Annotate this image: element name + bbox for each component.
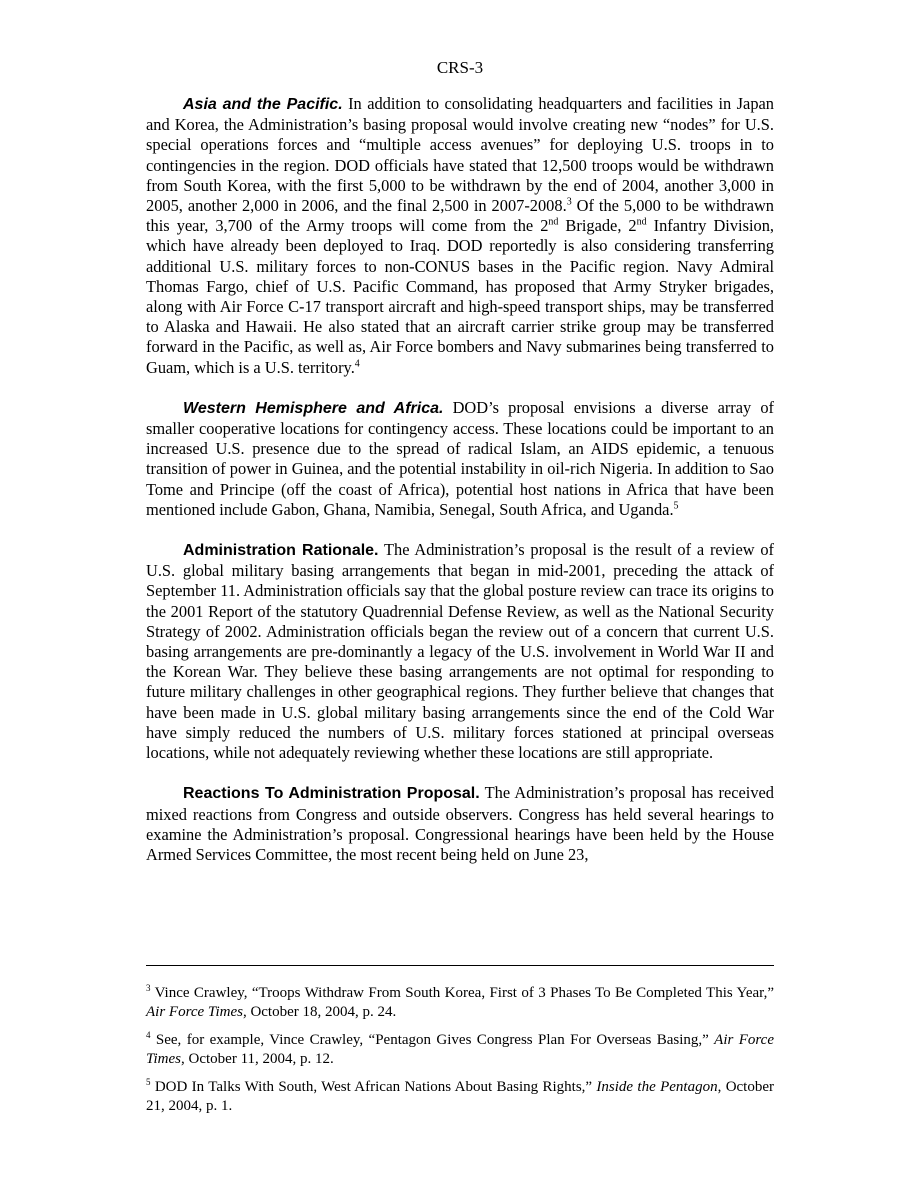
- footnote-source: Air Force Times: [146, 1032, 774, 1067]
- paragraph-reactions-to-proposal: [146, 783, 774, 865]
- paragraph-text: The Administration’s proposal is the result of a review of U.S. global military basing arrangements that began in mid-2001, preceding the attack of September 11. Administration officials say that the global posture review can trace its origins to the 2001 Report of the statutory Quadrennial Defense Review, as well as the National Security Strategy of 2002. Administration officials began the review out of a concern that current U.S. basing arrangements are pre-dominantly a legacy of the U.S. involvement in World War II and the Korean War. They believe these basing arrangements are not optimal for responding to future military challenges in other geographical regions. They further believe that changes that have been made in U.S. global military basing arrangements since the end of the Cold War have simply reduced the numbers of U.S. military forces stationed at principal overseas locations, while not adequately reviewing whether these locations are still appropriate.: [146, 540, 775, 763]
- footnote-text: Vince Crawley, “Troops Withdraw From South Korea, First of 3 Phases To Be Completed This Year,”: [150, 985, 774, 1001]
- paragraph-asia-pacific: [146, 94, 774, 378]
- paragraph-text: The Administration’s proposal has received mixed reactions from Congress and outside observers. Congress has held several hearings to examine the Administration’s proposal. Congressional hearings have been held by the House Armed Services Committee, the most recent being held on June 23,: [146, 783, 774, 864]
- footnote-text: , October 18, 2004, p. 24.: [242, 1004, 397, 1020]
- footnote-4: [146, 1031, 774, 1069]
- paragraph-text: Of the 5,000 to be withdrawn this year, 3,700 of the Army troops will come from the 2: [146, 196, 775, 236]
- paragraph-administration-rationale: [146, 540, 774, 763]
- footnote-3: [146, 984, 774, 1022]
- footnote-text: See, for example, Vince Crawley, “Pentagon Gives Congress Plan For Overseas Basing,”: [150, 1032, 715, 1048]
- footnote-separator-rule: [146, 965, 774, 966]
- paragraph-western-hemisphere-africa: [146, 398, 774, 520]
- section-heading-asia-pacific: Asia and the Pacific.: [183, 96, 343, 113]
- section-heading-reactions-to-proposal: Reactions To Administration Proposal.: [183, 785, 480, 803]
- footnote-number: 4: [146, 1030, 151, 1040]
- footnote-text: , October 21, 2004, p. 1.: [146, 1079, 774, 1114]
- ordinal-suffix: nd: [636, 216, 647, 228]
- footnote-source: Inside the Pentagon: [596, 1079, 718, 1095]
- footnote-ref-3: 3: [566, 196, 572, 208]
- footnote-number: 5: [146, 1077, 151, 1087]
- footnote-ref-5: 5: [673, 500, 679, 512]
- footnotes: [146, 984, 774, 1125]
- footnote-text: DOD In Talks With South, West African Nations About Basing Rights,”: [150, 1079, 597, 1095]
- paragraph-text: Brigade, 2: [558, 216, 637, 236]
- paragraph-text: In addition to consolidating headquarters and facilities in Japan and Korea, the Administration’s basing proposal would involve creating new “nodes” for U.S. special operations forces and “multiple access avenues” for deploying U.S. troops in to contingencies in the region. DOD officials have stated that 12,500 troops would be withdrawn from South Korea, with the first 5,000 to be withdrawn by the end of 2004, another 3,000 in 2005, another 2,000 in 2006, and the final 2,500 in 2007-2008.: [146, 94, 774, 216]
- section-heading-administration-rationale: Administration Rationale.: [183, 542, 379, 560]
- footnote-text: , October 11, 2004, p. 12.: [181, 1051, 334, 1067]
- body-text: [146, 94, 774, 885]
- ordinal-suffix: nd: [548, 216, 559, 228]
- footnote-5: [146, 1078, 774, 1116]
- footnote-ref-4: 4: [354, 358, 360, 370]
- paragraph-text: Infantry Division, which have already been deployed to Iraq. DOD reportedly is also considering transferring additional U.S. military forces to non-CONUS bases in the Pacific region. Navy Admiral Thomas Fargo, chief of U.S. Pacific Command, has proposed that Army Stryker brigades, along with Air Force C-17 transport aircraft and high-speed transport ships, may be transferred to Alaska and Hawaii. He also stated that an aircraft carrier strike group may be transferred forward in the Pacific, as well as, Air Force bombers and Navy submarines being transferred to Guam, which is a U.S. territory.: [146, 216, 775, 377]
- paragraph-text: DOD’s proposal envisions a diverse array of smaller cooperative locations for contingency access. These locations could be important to an increased U.S. presence due to the spread of radical Islam, an AIDS epidemic, a tenuous transition of power in Guinea, and the potential instability in oil-rich Nigeria. In addition to Sao Tome and Principe (off the coast of Africa), potential host nations in Africa that have been mentioned include Gabon, Ghana, Namibia, Senegal, South Africa, and Uganda.: [146, 397, 774, 519]
- page-number-header: CRS-3: [436, 58, 484, 77]
- footnote-source: Air Force Times: [146, 1004, 243, 1020]
- section-heading-western-hemisphere-africa: Western Hemisphere and Africa.: [183, 399, 444, 417]
- footnote-number: 3: [146, 983, 151, 993]
